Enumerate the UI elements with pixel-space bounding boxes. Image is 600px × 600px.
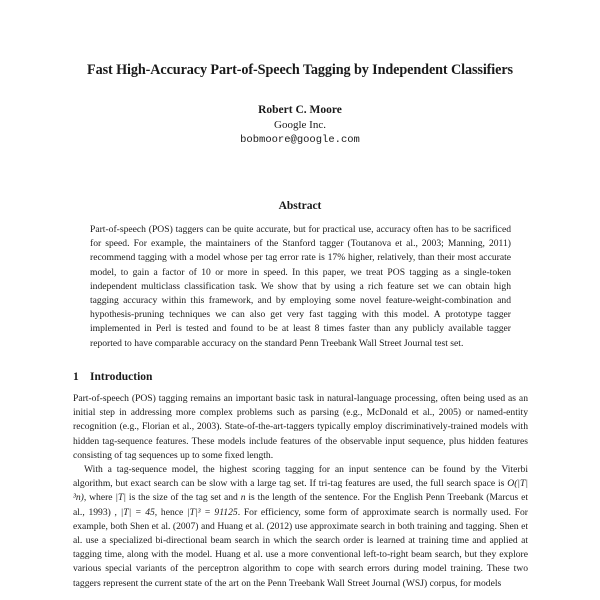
paper-title: Fast High-Accuracy Part-of-Speech Tagging by Independent Classifiers: [87, 62, 513, 78]
intro-p2-text-b: , where: [83, 492, 116, 504]
author-email: bobmoore@google.com: [240, 134, 360, 146]
math-tagset-value: |T| = 45: [120, 506, 155, 518]
author-affiliation: Google Inc.: [274, 119, 326, 131]
math-sentence-length: n: [240, 492, 246, 504]
intro-p2-text-e: , hence: [154, 506, 188, 518]
intro-p2-text-c: is the size of the tag set and: [126, 492, 241, 504]
math-search-space: O(|T|³n): [73, 478, 528, 504]
abstract-text: Part-of-speech (POS) taggers can be quite accurate, but for practical use, accuracy often has to be sacrificed for speed. For example, the maintainers of the Stanford tagger (Toutanova et al., 2003; Manning, 2011) recommend tagging with a model whose per tag error rate is 17% higher, relatively, than their most accurate model, to gain a factor of 10 or more in speed. In this paper, we treat POS tagging as a single-token independent multiclass classification task. We show that by using a rich feature set we can obtain high tagging accuracy within this framework, and by employing some novel feature-weight-combination and hypothesis-pruning techniques we can also get very fast tagging with this model. A prototype tagger implemented in Perl is tested and found to be at least 8 times faster than any publicly available tagger reported to have comparable accuracy on the standard Penn Treebank Wall Street Journal test set.: [90, 224, 511, 349]
intro-paragraph-2: [73, 463, 528, 591]
intro-p2-text-f: . For efficiency, some form of approximate search is normally used. For example, both Shen et al. (2007) and Huang et al. (2012) use approximate search in both training and tagging. Shen et al. use a specialized bi-directional beam search in which the search order is learned at training time and applied at tagging time, along with the model. Huang et al. use a more conventional left-to-right beam search, but they explore various special variants of the perceptron algorithm to cope with search errors during model training. These two taggers represent the current state of the art on the Penn Treebank Wall Street Journal (WSJ) corpus, for models: [73, 506, 528, 589]
author-block: [0, 103, 600, 148]
math-cubed-value: |T|³ = 91125: [187, 506, 238, 518]
section-title: Introduction: [90, 371, 153, 383]
introduction-body: [73, 392, 528, 591]
section-number: 1: [73, 371, 79, 383]
intro-p2-text-a: With a tag-sequence model, the highest scoring tagging for an input sentence can be found by the Viterbi algorithm, but exact search can be slow with a large tag set. If tri-tag features are used, the full search space is: [73, 464, 528, 490]
abstract-heading: Abstract: [278, 200, 322, 212]
intro-p2-text-d: is the length of the sentence. For the English Penn Treebank (Marcus et al., 1993) ,: [73, 492, 528, 518]
section-heading-introduction: [73, 371, 152, 383]
intro-paragraph-1: Part-of-speech (POS) tagging remains an important basic task in natural-language processing, often being used as an initial step in addressing more complex problems such as parsing (e.g., McDonald et al., 2005) or named-entity recognition (e.g., Florian et al., 2003). State-of-the-art-taggers typically employ discriminatively-trained models with hidden tag-sequence features. These models include features of the observable input sequence, plus hidden features consisting of tag sequences up to some fixed length.: [73, 393, 528, 461]
math-tagset-size: |T|: [115, 492, 127, 504]
author-name: Robert C. Moore: [258, 104, 342, 116]
